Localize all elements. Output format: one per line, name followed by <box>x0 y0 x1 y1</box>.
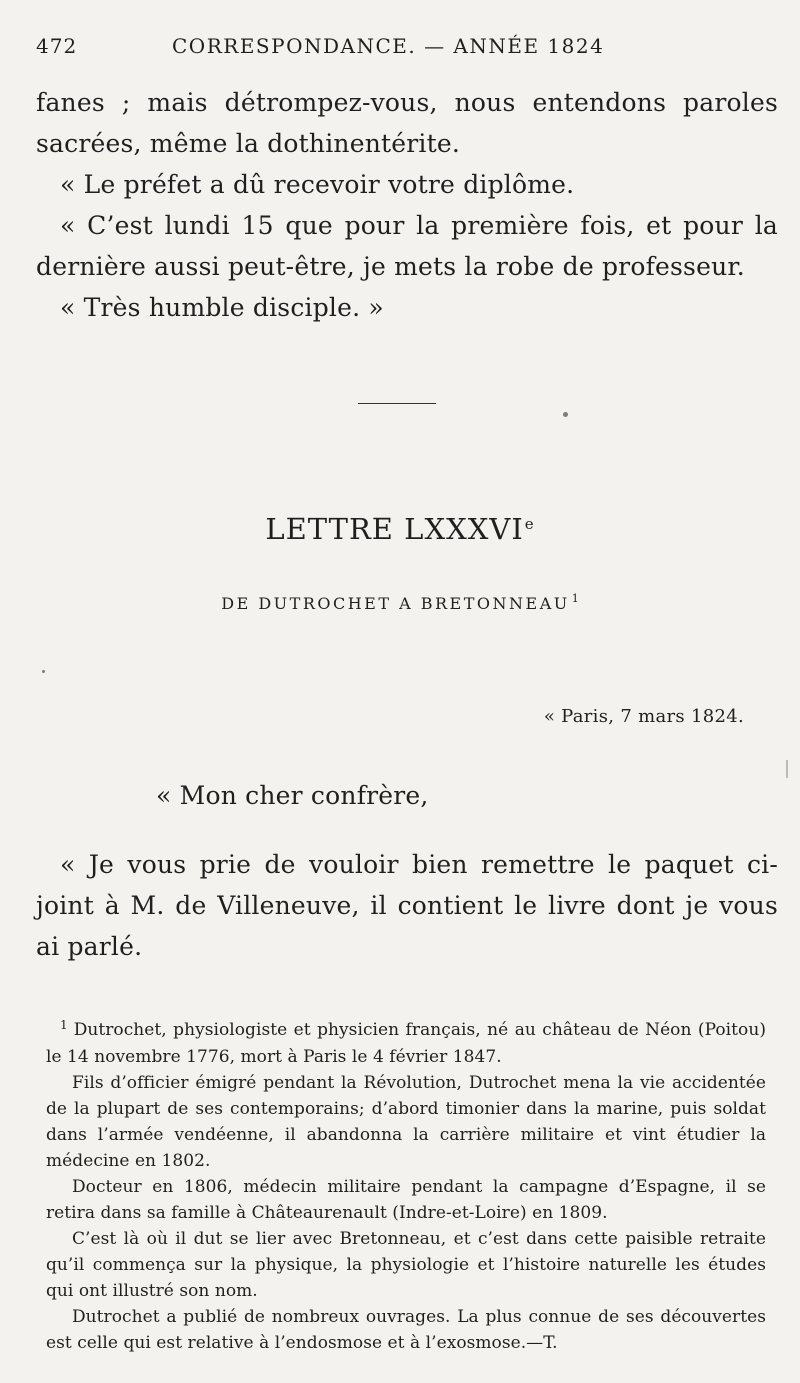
intro-paragraph: fanes ; mais détrompez-vous, nous entendons paroles sacrées, même la dothinentérite. <box>36 88 778 158</box>
running-title: CORRESPONDANCE. — ANNÉE 1824 <box>172 34 605 58</box>
previous-letter-ending <box>36 82 778 328</box>
letter-title-text: LETTRE LXXXVI <box>265 512 524 546</box>
ink-speck <box>42 670 45 673</box>
letter-body <box>36 844 778 967</box>
footnote-paragraph: Fils d’officier émigré pendant la Révolution, Dutrochet mena la vie accidentée de la plupart de ses contemporains; d’abord timonier dans la marine, puis soldat dans l’armée vendéenne, il abandonna la carrière militaire et vint étudier la médecine en 1802. <box>46 1073 766 1171</box>
letter-dateline: « Paris, 7 mars 1824. <box>543 706 744 727</box>
footnote-paragraph: C’est là où il dut se lier avec Bretonneau, et c’est dans cette paisible retraite qu’il commença sur la physique, la physiologie et l’histoire naturelle les études qui ont illustré son nom. <box>46 1229 766 1301</box>
intro-paragraph: « C’est lundi 15 que pour la première fois, et pour la dernière aussi peut-être, je mets la robe de professeur. <box>36 211 778 281</box>
intro-paragraph: « Le préfet a dû recevoir votre diplôme. <box>60 170 575 199</box>
page-header <box>36 34 776 68</box>
letter-title-superscript: e <box>524 515 535 533</box>
letter-subtitle <box>0 594 800 613</box>
ink-speck <box>786 760 788 778</box>
footnotes <box>46 1017 766 1356</box>
section-separator <box>358 403 436 404</box>
footnote-text: Dutrochet, physiologiste et physicien français, né au château de Néon (Poitou) le 14 novembre 1776, mort à Paris le 4 février 1847. <box>46 1020 766 1067</box>
letter-paragraph: « Je vous prie de vouloir bien remettre le paquet ci-joint à M. de Villeneuve, il contient le livre dont je vous ai parlé. <box>36 850 778 961</box>
footnote-paragraph: Docteur en 1806, médecin militaire pendant la campagne d’Espagne, il se retira dans sa famille à Châteaurenault (Indre-et-Loire) en 1809. <box>46 1177 766 1223</box>
letter-salutation: « Mon cher confrère, <box>156 781 429 810</box>
letter-title <box>0 512 800 546</box>
footnote-number: 1 <box>60 1018 68 1032</box>
footnote-reference: 1 <box>571 592 579 605</box>
ink-speck <box>563 412 568 417</box>
letter-subtitle-text: DE DUTROCHET A BRETONNEAU <box>221 594 570 613</box>
page-number: 472 <box>36 34 78 58</box>
footnote-paragraph: Dutrochet a publié de nombreux ouvrages. La plus connue de ses découvertes est celle qui est relative à l’endosmose et à l’exosmose.—T. <box>46 1307 766 1353</box>
intro-paragraph: « Très humble disciple. » <box>60 293 384 322</box>
footnote-paragraph <box>46 1017 766 1070</box>
